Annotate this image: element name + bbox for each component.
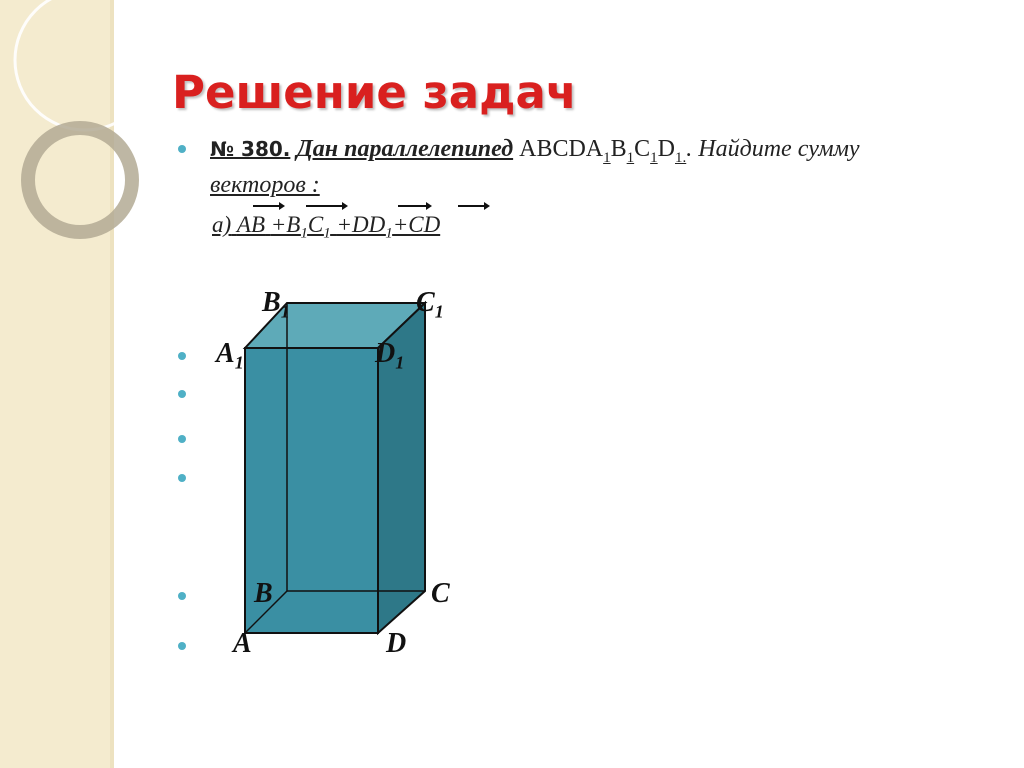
vector-dd1: $+DD_1$ <box>336 212 393 242</box>
problem-number: № 380. <box>210 137 291 161</box>
vertex-label-a: A <box>233 628 252 659</box>
vertex-label-a1: $A_1$ <box>216 338 244 373</box>
vertex-label-d1: $D_1$ <box>375 338 405 373</box>
find-text: . Найдите сумму <box>686 136 860 162</box>
slide-title: Решение задач <box>172 66 577 119</box>
given-label: Дан параллелепипед <box>296 136 514 162</box>
prism-name: $ABCDA_1B_1C_1D_{1.}$ <box>519 136 687 166</box>
vertex-label-b: B <box>254 578 273 609</box>
vector-cd: +CD <box>392 212 441 237</box>
part-label: а) <box>212 212 232 237</box>
vertex-label-d: D <box>386 628 407 659</box>
vectors-line: векторов : <box>210 172 320 198</box>
vertex-label-b1: $B_1$ <box>262 287 290 322</box>
vertex-label-c1: $C_1$ <box>416 287 444 322</box>
vertex-label-c: C <box>431 578 450 609</box>
vector-b1c1: $+B_1C_1$ <box>270 212 331 242</box>
vector-ab: AB <box>236 212 266 237</box>
